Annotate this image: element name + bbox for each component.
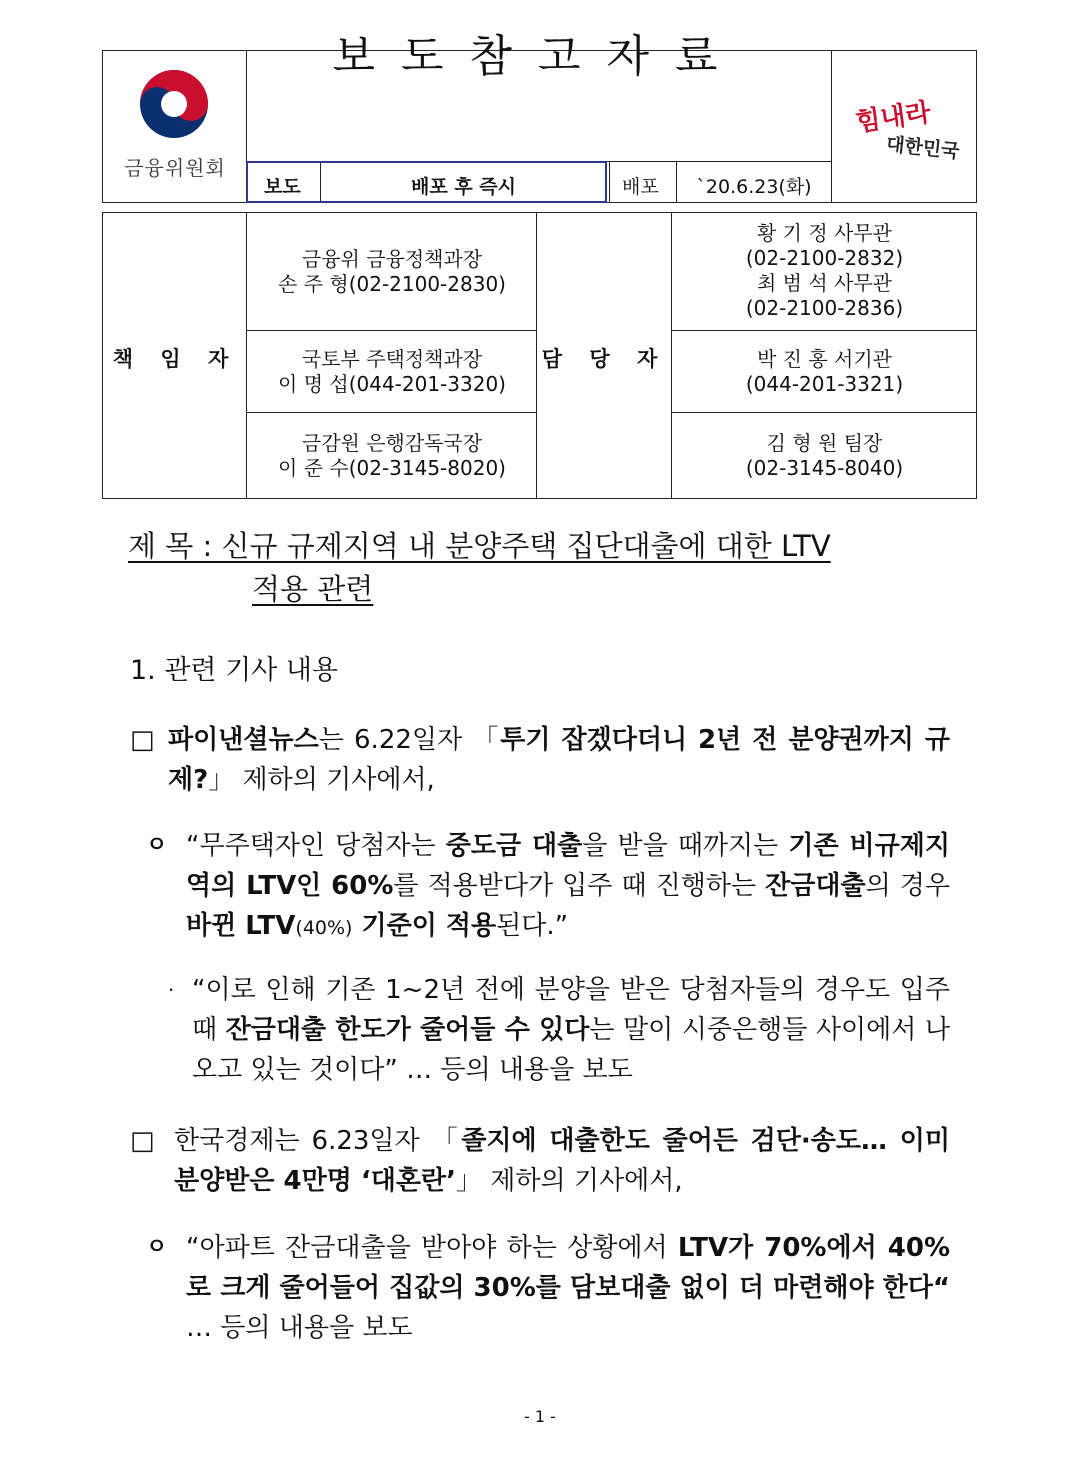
quote-text: “아파트 잔금대출을 받아야 하는 상황에서 bbox=[186, 1233, 678, 1263]
article-intro bbox=[174, 1121, 950, 1201]
responsible-dept: 금융위 금융정책과장 bbox=[301, 247, 483, 271]
intro-text: 」 제하의 기사에서, bbox=[456, 1166, 683, 1196]
distribution-date: `20.6.23(화) bbox=[696, 176, 812, 198]
org-name: 금융위원회 bbox=[124, 156, 226, 180]
ct-hline-1a bbox=[246, 330, 536, 331]
ct-hline-2a bbox=[246, 412, 536, 413]
ct-hline-2b bbox=[671, 412, 976, 413]
staff-cell bbox=[672, 347, 977, 397]
article-subquote bbox=[192, 970, 950, 1090]
article-headline: 졸지에 대출한도 줄어든 검단·송도… 이미 분양받은 4만명 ‘대혼란’ bbox=[174, 1126, 950, 1196]
quote-emphasis: 기준이 적용 bbox=[352, 911, 497, 941]
responsible-header: 책 임 자 bbox=[112, 347, 239, 371]
quote-emphasis: 기존 비규제지역의 LTV인 60% bbox=[186, 831, 951, 901]
square-bullet: □ bbox=[130, 725, 155, 755]
page-number: - 1 - bbox=[524, 1407, 556, 1426]
staff-person: 최 범 석 사무관 bbox=[757, 271, 892, 295]
article-quote bbox=[186, 826, 950, 948]
staff-person: 박 진 홍 서기관 bbox=[757, 347, 892, 371]
doc-type-title: 보도참고자료 bbox=[332, 31, 744, 82]
quote-text: … 등의 내용을 보도 bbox=[186, 1313, 413, 1343]
subject-line-2: 적용 관련 bbox=[252, 572, 374, 606]
release-value: 배포 후 즉시 bbox=[411, 176, 516, 198]
quote-text: “이로 인해 기존 1~2년 전에 분양을 받은 당첨자들의 경우도 입주 때 bbox=[192, 975, 950, 1045]
release-label: 보도 bbox=[264, 176, 301, 198]
outlet-name: 한국경제 bbox=[174, 1126, 275, 1156]
staff-cell bbox=[672, 431, 977, 481]
dot-bullet: · bbox=[168, 978, 175, 1002]
responsible-person: 이 명 섭(044-201-3320) bbox=[278, 372, 506, 396]
subject-line-1: 제 목 : 신규 규제지역 내 분양주택 집단대출에 대한 LTV bbox=[128, 529, 831, 563]
quote-text: 의 경우 bbox=[865, 871, 950, 901]
staff-person: 황 기 정 사무관 bbox=[757, 221, 892, 245]
section-title: 1. 관련 기사 내용 bbox=[130, 655, 339, 686]
article-intro bbox=[168, 720, 950, 800]
responsible-cell bbox=[247, 247, 537, 297]
quote-emphasis: 잔금대출 한도가 줄어들 수 있다 bbox=[225, 1015, 590, 1045]
staff-header: 담 당 자 bbox=[541, 347, 668, 371]
article-headline: 투기 잡겠다더니 2년 전 분양권까지 규제? bbox=[168, 725, 950, 795]
responsible-person: 손 주 형(02-2100-2830) bbox=[278, 272, 506, 296]
quote-text: (40%) bbox=[295, 917, 353, 939]
circle-bullet: ㅇ bbox=[146, 1235, 168, 1260]
intro-text: 는 6.22일자 「 bbox=[318, 725, 501, 755]
staff-phone: (02-2100-2836) bbox=[745, 296, 904, 320]
square-bullet: □ bbox=[130, 1126, 155, 1156]
ct-hline-1b bbox=[671, 330, 976, 331]
circle-bullet: ㅇ bbox=[146, 833, 168, 858]
outlet-name: 파이낸셜뉴스 bbox=[168, 725, 319, 755]
release-box-divider bbox=[320, 163, 321, 201]
taegeuk-logo-icon bbox=[138, 68, 210, 140]
header-divider-right bbox=[831, 51, 832, 202]
quote-text: 된다.” bbox=[496, 911, 569, 941]
responsible-cell bbox=[247, 431, 537, 481]
quote-text: 을 받을 때까지는 bbox=[582, 831, 789, 861]
header-divider-dist bbox=[609, 161, 610, 202]
quote-text: “무주택자인 당첨자는 bbox=[186, 831, 446, 861]
responsible-cell bbox=[247, 347, 537, 397]
slogan-calligraphy bbox=[852, 92, 960, 172]
slogan-line1: 힘내라 bbox=[853, 97, 933, 138]
distribution-label: 배포 bbox=[622, 176, 659, 198]
responsible-dept: 금감원 은행감독국장 bbox=[301, 431, 483, 455]
quote-emphasis: 중도금 대출 bbox=[445, 831, 583, 861]
quote-emphasis: 잔금대출 bbox=[765, 871, 866, 901]
staff-phone: (044-201-3321) bbox=[745, 372, 904, 396]
article-quote bbox=[186, 1228, 950, 1348]
staff-cell bbox=[672, 221, 977, 321]
responsible-person: 이 준 수(02-3145-8020) bbox=[278, 456, 506, 480]
quote-text: 는 말이 시중은행들 사이에서 나오고 있는 것이다” … 등의 내용을 보도 bbox=[192, 1015, 950, 1085]
quote-emphasis: LTV가 70%에서 40%로 크게 줄어들어 집값의 30%를 담보대출 없이 더 마련해야 한다“ bbox=[186, 1233, 950, 1303]
slogan-line2: 대한민국 bbox=[885, 133, 960, 163]
quote-text: 를 적용받다가 입주 때 진행하는 bbox=[393, 871, 766, 901]
staff-phone: (02-2100-2832) bbox=[745, 246, 904, 270]
responsible-dept: 국토부 주택정책과장 bbox=[301, 347, 483, 371]
intro-text: 는 6.23일자 「 bbox=[274, 1126, 462, 1156]
staff-person: 김 형 원 팀장 bbox=[766, 431, 883, 455]
quote-emphasis: 바뀐 LTV bbox=[186, 911, 296, 941]
intro-text: 」 제하의 기사에서, bbox=[208, 765, 435, 795]
staff-phone: (02-3145-8040) bbox=[745, 456, 904, 480]
